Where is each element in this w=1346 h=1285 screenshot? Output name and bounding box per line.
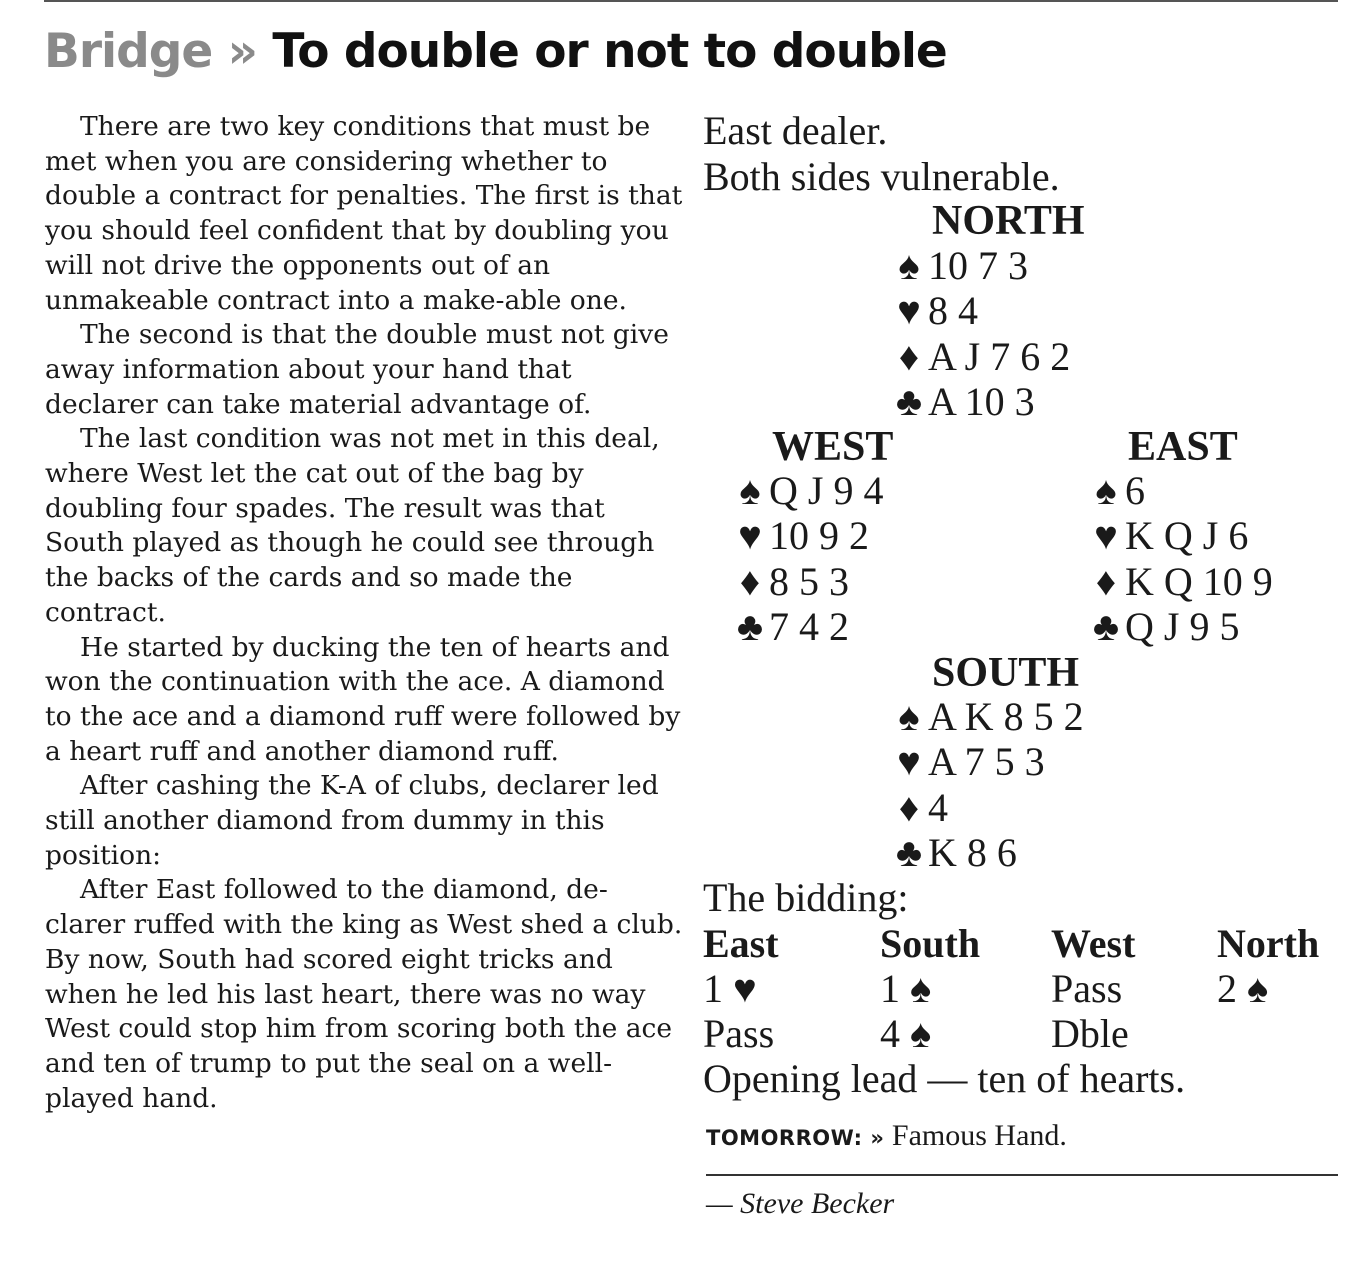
south-diamonds (890, 785, 1084, 830)
club-icon: ♣ (895, 829, 923, 875)
headline (44, 24, 947, 79)
page-title: To double or not to double (272, 24, 947, 79)
east-hearts-cards: K Q J 6 (1125, 513, 1249, 559)
bid-west-2: Dble (1051, 1011, 1129, 1056)
north-label: NORTH (932, 198, 1085, 244)
north-hand (890, 243, 1070, 424)
north-spades-cards: 10 7 3 (928, 243, 1028, 288)
club-icon: ♣ (736, 603, 764, 649)
east-hand (1087, 468, 1273, 649)
north-diamonds-cards: A J 7 6 2 (928, 333, 1071, 379)
west-diamonds (731, 559, 883, 604)
east-hearts (1087, 513, 1273, 558)
east-diamonds (1087, 559, 1273, 604)
bid-header-north: North (1217, 921, 1320, 966)
north-hearts-cards: 8 4 (928, 288, 978, 334)
north-spades (890, 243, 1070, 288)
tomorrow-label: TOMORROW: » (706, 1126, 885, 1150)
bid-header-east: East (703, 921, 779, 966)
west-hand (731, 468, 883, 649)
west-hearts-cards: 10 9 2 (769, 513, 869, 559)
spade-icon: ♠ (1095, 468, 1117, 513)
club-icon: ♣ (895, 378, 923, 424)
south-spades (890, 694, 1084, 739)
byline: — Steve Becker (706, 1187, 895, 1220)
bid-south-2: 4 ♠ (880, 1011, 932, 1056)
west-diamonds-cards: 8 5 3 (769, 558, 849, 604)
west-clubs (731, 604, 883, 649)
spade-icon: ♠ (898, 243, 920, 288)
bid-header-west: West (1051, 921, 1136, 966)
spade-icon: ♠ (898, 694, 920, 739)
footer-divider (706, 1174, 1338, 1176)
bid-north-1: 2 ♠ (1217, 966, 1269, 1011)
diamond-icon: ♦ (1095, 558, 1117, 604)
bidding-title: The bidding: (703, 875, 909, 920)
south-hand (890, 694, 1084, 875)
article-body (45, 110, 685, 1116)
east-diamonds-cards: K Q 10 9 (1125, 558, 1273, 604)
vulnerability-info: Both sides vulnerable. (703, 154, 1060, 199)
tomorrow-text: Famous Hand. (891, 1119, 1067, 1152)
heart-icon: ♥ (897, 288, 921, 334)
diamond-icon: ♦ (898, 784, 920, 830)
west-hearts (731, 513, 883, 558)
east-spades (1087, 468, 1273, 513)
heart-icon: ♥ (1094, 513, 1118, 559)
west-spades (731, 468, 883, 513)
west-spades-cards: Q J 9 4 (769, 468, 884, 513)
paragraph: He started by ducking the ten of hearts and won the continuation with the ace. A diamond to the ace and a diamond ruff were followed by a heart ruff and another diamond ruff. (45, 631, 681, 767)
north-hearts (890, 288, 1070, 333)
top-rule (44, 0, 1338, 2)
east-spades-cards: 6 (1125, 468, 1145, 513)
opening-lead: Opening lead — ten of hearts. (703, 1056, 1186, 1101)
bid-east-1: 1 ♥ (703, 966, 757, 1011)
bid-west-1: Pass (1051, 966, 1123, 1011)
paragraph: After cashing the K-A of clubs, declarer led still another diamond from dummy in this position: (45, 770, 659, 871)
paragraph: The last condition was not met in this deal, where West let the cat out of the bag by doubling four spades. The result was that South played as though he could see through the backs of the cards and so made the contract. (45, 423, 660, 628)
west-clubs-cards: 7 4 2 (769, 603, 849, 649)
west-label: WEST (772, 424, 894, 470)
bid-header-south: South (880, 921, 981, 966)
bid-east-2: Pass (703, 1011, 775, 1056)
north-diamonds (890, 334, 1070, 379)
south-diamonds-cards: 4 (928, 784, 948, 830)
south-hearts-cards: A 7 5 3 (928, 739, 1045, 785)
east-clubs (1087, 604, 1273, 649)
club-icon: ♣ (1092, 603, 1120, 649)
diamond-icon: ♦ (898, 333, 920, 379)
diamond-icon: ♦ (739, 558, 761, 604)
heart-icon: ♥ (897, 739, 921, 785)
paragraph: After East followed to the diamond, de-clarer ruffed with the king as West shed a club. By now, South had scored eight tricks and when he led his last heart, there was no way West could stop him from scoring both the ace and ten of trump to put the seal on a well-played hand. (45, 874, 683, 1114)
heart-icon: ♥ (738, 513, 762, 559)
section-kicker: Bridge » (44, 24, 258, 79)
spade-icon: ♠ (739, 468, 761, 513)
south-spades-cards: A K 8 5 2 (928, 694, 1084, 739)
south-clubs (890, 830, 1084, 875)
dealer-info: East dealer. (703, 108, 888, 153)
south-clubs-cards: K 8 6 (928, 829, 1017, 875)
east-clubs-cards: Q J 9 5 (1125, 603, 1240, 649)
south-hearts (890, 739, 1084, 784)
paragraph: There are two key conditions that must be met when you are considering whether to double a contract for penalties. The first is that you should feel confident that by doubling you will not drive the opponents out of an unmakeable contract into a make-able one. (45, 111, 683, 316)
north-clubs (890, 379, 1070, 424)
north-clubs-cards: A 10 3 (928, 378, 1035, 424)
bid-south-1: 1 ♠ (880, 966, 932, 1011)
paragraph: The second is that the double must not give away information about your hand that declarer can take material advantage of. (45, 319, 669, 420)
south-label: SOUTH (932, 650, 1080, 696)
east-label: EAST (1128, 424, 1238, 470)
tomorrow-teaser (706, 1118, 1067, 1156)
